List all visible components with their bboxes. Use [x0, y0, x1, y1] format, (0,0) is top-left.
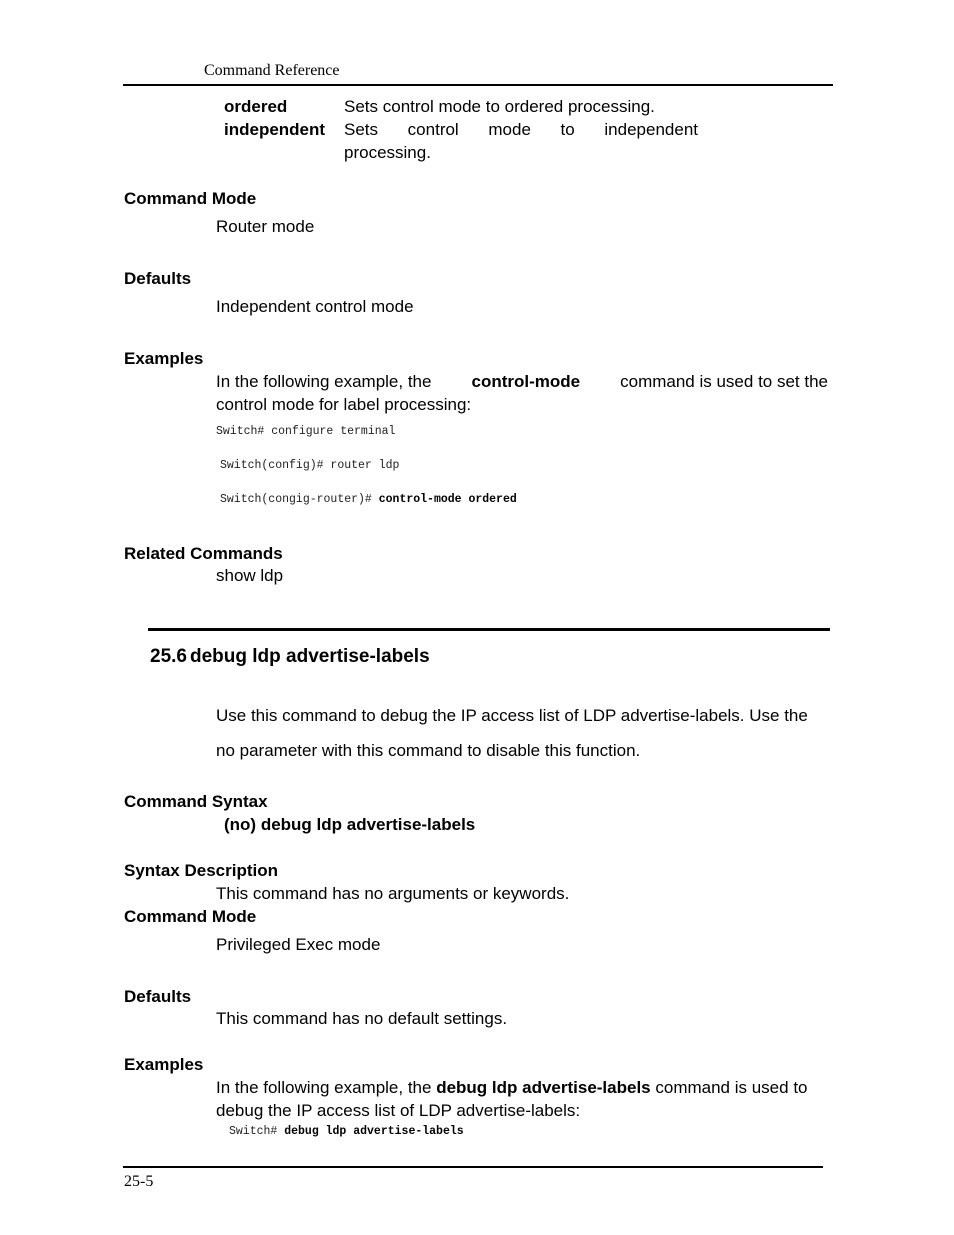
- examples-text-2-command: debug ldp advertise-labels: [436, 1078, 651, 1097]
- section-intro-line2: no parameter with this command to disable this function.: [216, 741, 641, 760]
- examples-intro-command: control-mode: [471, 372, 581, 391]
- command-syntax-heading: Command Syntax: [124, 792, 268, 811]
- param-term-ordered: ordered: [224, 97, 288, 116]
- running-header: Command Reference: [204, 62, 340, 79]
- defaults-text-2: This command has no default settings.: [216, 1009, 508, 1028]
- section-number: 25.6: [150, 646, 187, 667]
- defaults-text: Independent control mode: [216, 297, 414, 316]
- command-syntax: (no) debug ldp advertise-labels: [224, 815, 476, 834]
- related-commands-heading: Related Commands: [124, 544, 283, 563]
- command-mode-heading: Command Mode: [124, 189, 257, 208]
- syntax-description: This command has no arguments or keywords.: [216, 884, 570, 903]
- page-number: 25-5: [124, 1173, 154, 1190]
- code-line-3: [220, 493, 517, 506]
- param-desc-independent: Sets control mode to independent: [344, 120, 698, 139]
- syntax-description-heading: Syntax Description: [124, 861, 278, 880]
- param-desc-independent-cont: processing.: [344, 143, 431, 162]
- section-name: debug ldp advertise-labels: [189, 646, 430, 667]
- defaults-heading-2: Defaults: [124, 987, 192, 1006]
- footer-rule: [123, 1166, 823, 1168]
- param-desc-ordered: Sets control mode to ordered processing.: [344, 97, 655, 116]
- header-rule: [123, 84, 833, 86]
- section-intro-line1: Use this command to debug the IP access list of LDP advertise-labels. Use the: [216, 706, 808, 725]
- examples-intro-b: command is used to set the: [615, 372, 828, 391]
- command-mode-heading-2: Command Mode: [124, 907, 257, 926]
- code-line-debug: [229, 1125, 464, 1138]
- examples-heading: Examples: [124, 349, 204, 368]
- examples-text-2-line2: debug the IP access list of LDP advertise-labels:: [216, 1101, 581, 1120]
- examples-intro: [216, 372, 828, 392]
- examples-intro-a: In the following example, the: [216, 372, 437, 391]
- examples-text-2-b: command is used to: [650, 1078, 808, 1097]
- section-title: [150, 646, 430, 668]
- command-mode-text-2: Privileged Exec mode: [216, 935, 381, 954]
- code-line-3-command: control-mode ordered: [378, 493, 517, 506]
- code-line-1: Switch# configure terminal: [216, 425, 396, 438]
- code-line-2: Switch(config)# router ldp: [220, 459, 400, 472]
- code-debug-prefix: Switch#: [229, 1125, 285, 1138]
- examples-text-2: [216, 1078, 808, 1098]
- examples-heading-2: Examples: [124, 1055, 204, 1074]
- code-line-3-prefix: Switch(congig-router)#: [220, 493, 379, 506]
- code-debug-command: debug ldp advertise-labels: [284, 1125, 464, 1138]
- defaults-heading: Defaults: [124, 269, 192, 288]
- related-command: show ldp: [216, 566, 284, 585]
- param-term-independent: independent: [224, 120, 326, 139]
- section-rule: [148, 628, 830, 631]
- command-mode-text: Router mode: [216, 217, 315, 236]
- examples-text-2-a: In the following example, the: [216, 1078, 437, 1097]
- examples-intro-line2: control mode for label processing:: [216, 395, 472, 414]
